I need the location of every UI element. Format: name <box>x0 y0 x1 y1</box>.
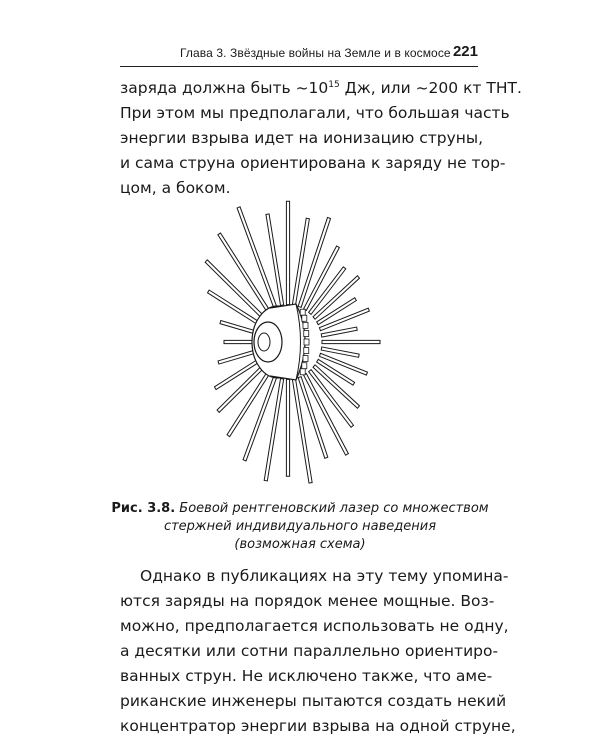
laser-rod <box>292 379 312 484</box>
chapter-title: Глава 3. Звёздные войны на Земле и в космосе <box>180 46 451 60</box>
hub-segment <box>302 315 307 321</box>
text-line: ются заряды на порядок менее мощные. Воз- <box>120 592 495 610</box>
text-line: При этом мы предполагали, что большая часть <box>120 104 510 122</box>
hub-segment <box>304 331 309 337</box>
page-number: 221 <box>452 43 478 60</box>
text-line: риканские инженеры пытаются создать некий <box>120 692 507 710</box>
text-line: а десятки или сотни параллельно ориентиро- <box>120 642 499 660</box>
text-line: энергии взрыва идет на ионизацию струны, <box>120 129 484 147</box>
caption-line: (возможная схема) <box>234 537 366 552</box>
hub-segment <box>300 369 305 375</box>
hub-segment <box>303 322 308 328</box>
laser-rod <box>286 201 289 304</box>
text-line: концентратор энергии взрыва на одной струне, <box>120 717 516 735</box>
laser-rod <box>322 340 380 343</box>
figure-caption: Рис. 3.8. Боевой рентгеновский лазер со множеством стержней индивидуального наведения (возможная схема) <box>111 501 489 552</box>
text-line: заряда должна быть $\sim 10^{15}$ Дж, или ~200 кт ТНТ. <box>120 79 522 97</box>
laser-rod <box>218 350 256 364</box>
hub-segment <box>304 339 309 345</box>
paragraph-top <box>120 76 522 201</box>
hub-segment <box>304 347 309 353</box>
x-ray-laser-illustration <box>200 190 400 490</box>
text-line: и сама струна ориентирована к заряду не тор- <box>120 154 506 172</box>
running-header <box>120 44 478 67</box>
hub-segment <box>300 309 305 315</box>
hub-segment <box>302 363 307 369</box>
paragraph-bottom <box>120 564 516 739</box>
exponent: 15 <box>328 80 340 90</box>
laser-rod <box>224 340 254 343</box>
text-line: ванных струн. Не исключено также, что аме- <box>120 667 493 685</box>
text-line: Однако в публикациях на эту тему упомина- <box>140 567 509 585</box>
laser-rod <box>286 379 289 476</box>
hub-segment <box>303 356 308 362</box>
laser-rod <box>220 321 256 334</box>
text-line: можно, предполагается использовать не одну, <box>120 617 509 635</box>
text-line: цом, а боком. <box>120 179 231 197</box>
laser-rod <box>292 218 309 305</box>
figure-label: Рис. 3.8. <box>111 501 176 516</box>
caption-line: стержней индивидуального наведения <box>163 519 437 534</box>
laser-hub <box>252 304 309 380</box>
